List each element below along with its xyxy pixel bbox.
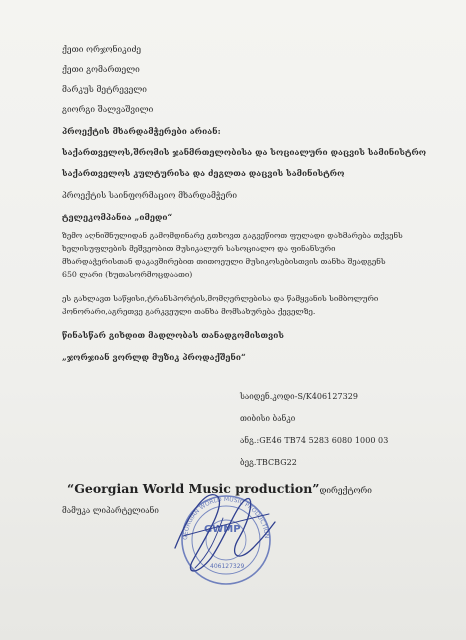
stamp-number: 406127329 — [210, 563, 245, 570]
info-sponsor: ტელეკომპანია „იმედი“ — [62, 212, 173, 222]
footer-company — [67, 481, 372, 496]
paragraph-line: ხელისუფლების მეშვეობით მუსიკალურ სასოციალო და ფინანსური — [62, 244, 336, 253]
bank-id-code: საიდენ.კოდი-S/K406127329 — [240, 392, 359, 401]
paragraph-line: მხარდაჭერისთან დაკავშირებით თითოეული მუსიკოსებისთვის თანხა შეადგენს — [62, 257, 386, 266]
paragraph-line: ზემო აღნიშნულიდან გამომდინარე გთხოვთ გაგვეწიოთ ფულადი დახმარება თქვენს — [62, 231, 403, 240]
name-2: ქეთი გომართელი — [62, 64, 140, 74]
bank-account: ანგ.:GE46 TB74 5283 6080 1000 03 — [240, 436, 389, 445]
footer-company-name: “Georgian World Music production” — [67, 481, 320, 496]
paragraph-request — [62, 229, 422, 281]
stamp-center-text: GWMP — [204, 524, 241, 535]
supporter-2: საქართველოს კულტურისა და ძეგლთა დაცვის სამინისტრო — [62, 168, 345, 178]
bank-code: ბეგ.TBCBG22 — [240, 458, 297, 467]
stamp-ring-text: GEORGIAN WORLD MUSIC PRODUCTION — [181, 495, 271, 541]
supporter-1: საქართველოს,შრომის ჯანმრთელობისა და სოციალური დაცვის სამინისტრო — [62, 147, 427, 157]
paragraph-line: ეს გახლავთ საწყისი,ტრანსპორტის,მომღერლებისა და წამყვანის სიმბოლური — [62, 294, 379, 303]
supporters-heading: პროექტის მხარდამჭერები არიან: — [62, 126, 221, 136]
paragraph-line: 650 ლარი (ხუთასორმოცდაათი) — [62, 270, 193, 279]
name-4: გიორგი შალვაშვილი — [62, 104, 154, 114]
name-3: მარკუს მეტრეველი — [62, 84, 147, 94]
bank-name: თიბისი ბანკი — [240, 414, 296, 423]
closing-company: „ჯორჯიან ვორლდ მუზიკ პროდაქშენი“ — [62, 352, 246, 362]
info-sponsor-heading: პროექტის საინფორმაციო მხარდამჭერი — [62, 190, 238, 200]
paragraph-line: ჰონორარი,აგრეთვე გარკვეული თანხა მომსახურება ქეველზე. — [62, 307, 316, 316]
paragraph-costs — [62, 292, 422, 318]
closing-thanks: წინასწარ გიხდით მადლობას თანადგომისთვის — [62, 330, 284, 340]
name-1: ქეთი ორჯონიკიძე — [62, 44, 142, 54]
director-name: მამუკა ლიპარტელიანი — [62, 506, 159, 515]
footer-role: დირექტორი — [319, 485, 372, 495]
